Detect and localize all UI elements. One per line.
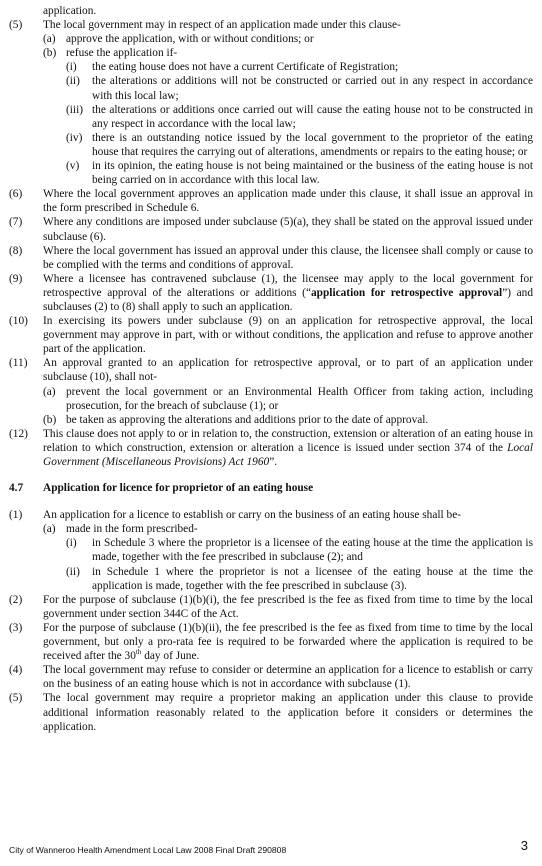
subclause-b: (b) be taken as approving the alterations and additions prior to the date of approval. [43,413,429,426]
section-clause-4: (4) The local government may refuse to consider or determine an application for a licence to establish or carry on the business of an eating house which is not in accordance with subclause (1). [9,664,533,691]
subclause-a: (a) approve the application, with or without conditions; or [43,33,314,46]
clause-11: (11) An approval granted to an application for retrospective approval, or to part of an application under subclause (10), shall not- (a) prevent the local government or an Environmental Health Officer from taking action, including prosecution, for the breach of subclause (1); or (b) be taken as approving the alterations and additions prior to the date of approval. [9,357,533,426]
section-clause-5: (5) The local government may require a proprietor making an application under this clause to provide additional information reasonably related to the application before it considers or determines the application. [9,692,533,733]
clause-6: (6) Where the local government approves an application made under this clause, it shall issue an approval in the form prescribed in Schedule 6. [9,188,533,215]
clause-10: (10) In exercising its powers under subclause (9) on an application for retrospective approval, the local government may approve in part, with or without conditions, the application and refuse to approve another part of the application. [9,315,533,356]
clause-number: (5) [9,19,23,32]
subclause-b: (b) refuse the application if- (i) the eating house does not have a current Certificate of Registration; (ii) the alterations or additions will not be constructed or carried out in any respect in accordance with this local law; (iii) the alterations or additions once carried out will cause the eating house not to be constructed in any respect in accordance with the local law; (iv) there is an outstanding notice issued by the local government to the proprietor of the eating house that requires the carrying out of alterations, amendments or repairs to the eating house; or (v) in its opinion, the eating house is not being maintained or the business of the eating house is not being carried on in accordance with this local law. [43,47,533,187]
page-number: 3 [520,838,528,853]
clause-5 [9,18,533,187]
clause-9: (9) Where a licensee has contravened subclause (1), the licensee may apply to the local government for retrospective approval of the alterations or additions (“application for retrospective approval”) and subclauses (2) to (8) shall apply to such an application. [9,272,534,313]
section-clause-2: (2) For the purpose of subclause (1)(b)(i), the fee prescribed is the fee as fixed from time to time by the local government under section 344C of the Act. [9,593,533,620]
clause-7: (7) Where any conditions are imposed under subclause (5)(a), they shall be stated on the approval issued under subclause (6). [9,216,533,243]
paragraph-iii: (iii) the alterations or additions once carried out will cause the eating house not to be constructed in any respect in accordance with the local law; [66,103,533,130]
section-title: Application for licence for proprietor of an eating house [43,482,314,495]
continuation-line: application. [43,5,97,17]
clause-12: (12) This clause does not apply to or in relation to, the construction, extension or alteration of an eating house in relation to which construction, extension or alteration a licence is issued under section 374 of the Local Government (Miscellaneous Provisions) Act 1960”. [9,427,533,468]
paragraph-ii: (ii) in Schedule 1 where the proprietor is not a licensee of the eating house at the time the application is made, together with the fee prescribed in subclause (3). [66,565,533,592]
section-heading [9,481,533,495]
section-clause-1: (1) An application for a licence to establish or carry on the business of an eating house shall be- (a) made in the form prescribed- (i) in Schedule 3 where the proprietor is a licensee of the eating house at the time the application is made, together with the fee prescribed in subclause (2); and (ii) in Schedule 1 where the proprietor is not a licensee of the eating house at the time the application is made, together with the fee prescribed in subclause (3). [9,509,533,592]
paragraph-iv: (iv) there is an outstanding notice issued by the local government to the proprietor of the eating house that requires the carrying out of alterations, amendments or repairs to the eating house; or [66,131,533,158]
act-title: Local Government (Miscellaneous Provisions) Act 1960 [43,441,533,468]
paragraph-v: (v) in its opinion, the eating house is not being maintained or the business of the eating house is not being carried on in accordance with this local law. [66,160,533,187]
document-body [9,4,533,734]
clause-8: (8) Where the local government has issued an approval under this clause, the licensee shall comply or cause to be complied with the terms and conditions of approval. [9,244,533,271]
section-clause-3: (3) For the purpose of subclause (1)(b)(ii), the fee prescribed is the fee as fixed from time to time by the local government, but only a pro-rata fee is required to be forwarded where the application is required to be received after the 30th day of June. [9,621,533,663]
subclause-a: (a) prevent the local government or an Environmental Health Officer from taking action, including prosecution, for the breach of subclause (1); or [43,385,533,412]
footer-document-title: City of Wanneroo Health Amendment Local Law 2008 Final Draft 290808 [9,845,287,855]
clause-text: The local government may in respect of an application made under this clause- [43,19,401,32]
section-number: 4.7 [9,482,24,495]
paragraph-i: (i) in Schedule 3 where the proprietor is a licensee of the eating house at the time the application is made, together with the fee prescribed in subclause (2); and [66,537,533,564]
paragraph-ii: (ii) the alterations or additions will not be constructed or carried out in any respect in accordance with this local law; [66,75,533,102]
paragraph-i: (i) the eating house does not have a current Certificate of Registration; [66,61,399,74]
subclause-a: (a) made in the form prescribed- (i) in Schedule 3 where the proprietor is a licensee of the eating house at the time the application is made, together with the fee prescribed in subclause (2); and (ii) in Schedule 1 where the proprietor is not a licensee of the eating house at the time the application is made, together with the fee prescribed in subclause (3). [43,523,533,592]
defined-term: application for retrospective approval [311,286,503,299]
